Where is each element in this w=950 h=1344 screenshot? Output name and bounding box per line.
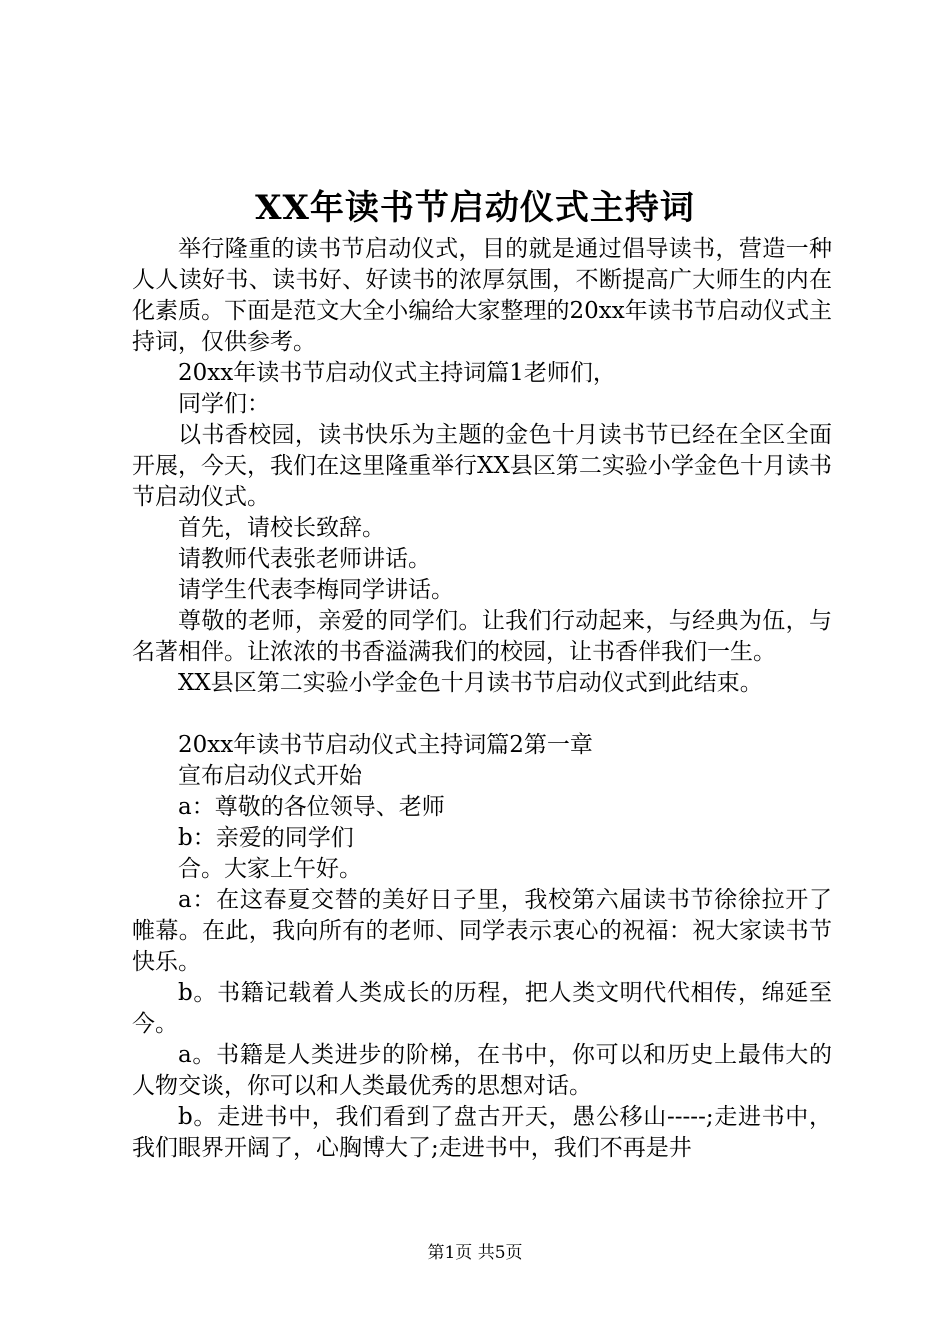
page-footer: 第1页 共5页	[427, 1243, 523, 1263]
paragraph: XX县区第二实验小学金色十月读书节启动仪式到此结束。	[178, 670, 763, 696]
document-title: XX年读书节启动仪式主持词	[255, 188, 695, 228]
paragraph: 请学生代表李梅同学讲话。	[178, 577, 454, 603]
paragraph: a：在这春夏交替的美好日子里，我校第六届读书节徐徐拉开了帷幕。在此，我向所有的老师、同学表示衷心的祝福：祝大家读书节快乐。	[132, 887, 832, 975]
paragraph: a：尊敬的各位领导、老师	[178, 794, 445, 820]
paragraph: 宣布启动仪式开始	[178, 763, 362, 789]
paragraph-spacer	[132, 699, 832, 730]
paragraph: b：亲爱的同学们	[178, 825, 354, 851]
paragraph: 合。大家上午好。	[178, 856, 362, 882]
paragraph-intro: 举行隆重的读书节启动仪式，目的就是通过倡导读书，营造一种人人读好书、读书好、好读书的浓厚氛围，不断提高广大师生的内在化素质。下面是范文大全小编给大家整理的20xx年读书节启动仪式主持词，仅供参考。	[132, 236, 832, 355]
paragraph: 请教师代表张老师讲话。	[178, 546, 431, 572]
paragraph: 同学们：	[178, 391, 270, 417]
paragraph: 首先，请校长致辞。	[178, 515, 385, 541]
paragraph-section-1-heading: 20xx年读书节启动仪式主持词篇1老师们，	[178, 360, 616, 386]
paragraph-section-2-heading: 20xx年读书节启动仪式主持词篇2第一章	[178, 732, 593, 758]
paragraph: b。书籍记载着人类成长的历程，把人类文明代代相传，绵延至今。	[132, 980, 832, 1037]
paragraph: 以书香校园，读书快乐为主题的金色十月读书节已经在全区全面开展，今天，我们在这里隆重举行XX县区第二实验小学金色十月读书节启动仪式。	[132, 422, 832, 510]
paragraph: b。走进书中，我们看到了盘古开天，愚公移山-----;走进书中，我们眼界开阔了，心胸博大了;走进书中，我们不再是井	[132, 1104, 832, 1161]
document-body	[132, 234, 832, 1164]
paragraph: 尊敬的老师，亲爱的同学们。让我们行动起来，与经典为伍，与名著相伴。让浓浓的书香溢满我们的校园，让书香伴我们一生。	[132, 608, 832, 665]
paragraph: a。书籍是人类进步的阶梯，在书中，你可以和历史上最伟大的人物交谈，你可以和人类最优秀的思想对话。	[132, 1042, 832, 1099]
